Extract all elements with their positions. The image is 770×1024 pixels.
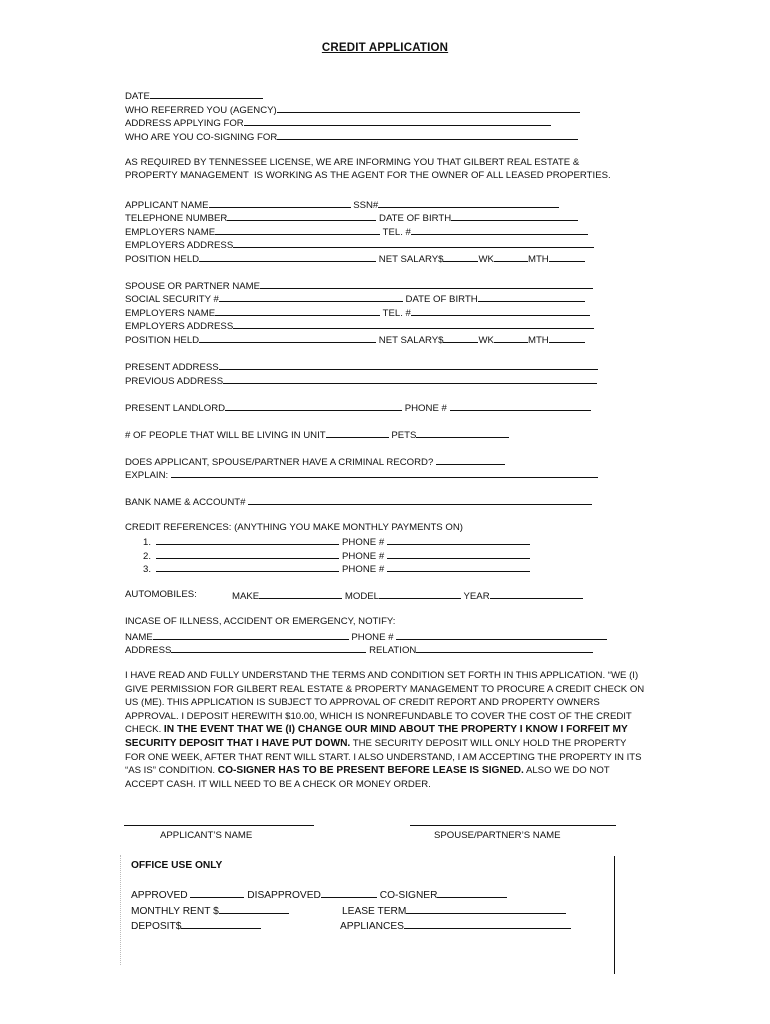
landlord-phone-label: PHONE # bbox=[404, 403, 447, 414]
cosigning-label: WHO ARE YOU CO-SIGNING FOR bbox=[125, 132, 278, 143]
applicant-phone-label: TELEPHONE NUMBER bbox=[125, 213, 228, 224]
appliances-label: APPLIANCES bbox=[340, 921, 404, 932]
lease-term-row bbox=[342, 904, 566, 918]
previous-address-row bbox=[125, 374, 597, 388]
criminal-question: DOES APPLICANT, SPOUSE/PARTNER HAVE A CRIMINAL RECORD? bbox=[125, 457, 434, 468]
reference-3-field[interactable] bbox=[156, 562, 339, 572]
form-title: CREDIT APPLICATION bbox=[321, 42, 449, 54]
office-approval-row bbox=[131, 888, 507, 902]
date-label: DATE bbox=[125, 91, 150, 102]
emergency-heading: INCASE OF ILLNESS, ACCIDENT OR EMERGENCY, NOTIFY: bbox=[125, 616, 396, 627]
spouse-employer-label: EMPLOYERS NAME bbox=[125, 308, 216, 319]
emergency-phone-label: PHONE # bbox=[351, 632, 394, 643]
reference-1-phone-field[interactable] bbox=[387, 535, 530, 545]
criminal-answer-field[interactable] bbox=[436, 455, 505, 465]
relation-field[interactable] bbox=[416, 643, 593, 653]
terms-bold-forfeit: IN THE EVENT THAT WE (I) CHANGE OUR MIND ABOUT THE PROPERTY I KNOW I FORFEIT MY SECURITY DEPOSIT THAT I HAVE PUT DOWN. bbox=[125, 724, 628, 749]
terms-text-2: THE SECURITY DEPOSIT WILL ONLY HOLD THE PROPERTY FOR ONE WEEK, AFTER THAT RENT WILL START. I ALSO UNDERSTAND, I AM ACCEPTING THE PROPERTY IN ITS “AS IS” CONDITION. bbox=[125, 737, 642, 777]
relation-label: RELATION bbox=[369, 645, 417, 656]
reference-number: 3. bbox=[143, 564, 152, 575]
deposit-field[interactable] bbox=[181, 919, 261, 929]
notice-line-2: PROPERTY MANAGEMENT IS WORKING AS THE AGENT FOR THE OWNER OF ALL LEASED PROPERTIES. bbox=[125, 170, 611, 181]
address-applying-row bbox=[125, 116, 551, 130]
spouse-dob-field[interactable] bbox=[478, 292, 585, 302]
date-field[interactable] bbox=[150, 89, 263, 99]
terms-text-3: ALSO WE DO NOT ACCEPT CASH. IT WILL NEED TO BE A CHECK OR MONEY ORDER. bbox=[125, 765, 610, 790]
cosigner-label: CO-SIGNER bbox=[376, 890, 438, 901]
autos-row bbox=[232, 589, 583, 603]
reference-number: 1. bbox=[143, 537, 152, 548]
applicant-phone-field[interactable] bbox=[227, 211, 376, 221]
reference-2-field[interactable] bbox=[156, 549, 339, 559]
spouse-employer-field[interactable] bbox=[215, 306, 380, 316]
explain-label: EXPLAIN: bbox=[125, 470, 169, 481]
present-address-row bbox=[125, 360, 598, 374]
terms-paragraph bbox=[125, 669, 645, 791]
spouse-ssn-label: SOCIAL SECURITY # bbox=[125, 294, 219, 305]
applicant-signature-line[interactable] bbox=[124, 825, 314, 826]
spouse-employer-address-row bbox=[125, 319, 594, 333]
present-address-field[interactable] bbox=[219, 360, 598, 370]
spouse-position-field[interactable] bbox=[199, 333, 376, 343]
bank-field[interactable] bbox=[248, 495, 592, 505]
lease-term-label: LEASE TERM bbox=[342, 906, 407, 917]
monthly-rent-label: MONTHLY RENT $ bbox=[131, 906, 219, 917]
occupants-field[interactable] bbox=[326, 428, 389, 438]
applicant-signature-label: APPLICANT’S NAME bbox=[160, 830, 253, 841]
appliances-row bbox=[340, 919, 571, 933]
emergency-name-row bbox=[125, 630, 607, 644]
reference-row-1 bbox=[143, 535, 530, 549]
reference-phone-label: PHONE # bbox=[342, 537, 385, 548]
landlord-field[interactable] bbox=[225, 401, 402, 411]
applicant-dob-field[interactable] bbox=[451, 211, 578, 221]
model-label: MODEL bbox=[344, 591, 379, 602]
spouse-name-row bbox=[125, 279, 593, 293]
year-field[interactable] bbox=[490, 589, 583, 599]
landlord-label: PRESENT LANDLORD bbox=[125, 403, 226, 414]
spouse-ssn-row bbox=[125, 292, 585, 306]
spouse-wk-field[interactable] bbox=[494, 333, 528, 343]
terms-text-1: I HAVE READ AND FULLY UNDERSTAND THE TERMS AND CONDITION SET FORTH IN THIS APPLICATION. “WE (I) GIVE PERMISSION FOR GILBERT REAL ESTATE & PROPERTY MANAGEMENT TO PROCURE A CREDIT CHECK ON US (ME). THIS APPLICATION IS SUBJECT TO APPROVAL OF CREDIT REPORT AND PROPERTY OWNERS APPROVAL. I DEPOSIT HEREWITH $10.00, WHICH IS NONREFUNDABLE TO COVER THE COST OF THE CREDIT CHECK. bbox=[125, 670, 645, 736]
present-address-label: PRESENT ADDRESS bbox=[125, 362, 219, 373]
applicant-name-label: APPLICANT NAME bbox=[125, 200, 209, 211]
cosigning-field[interactable] bbox=[277, 130, 578, 140]
applicant-wk-label: WK bbox=[478, 254, 494, 265]
spouse-ssn-field[interactable] bbox=[219, 292, 403, 302]
applicant-position-row bbox=[125, 252, 585, 266]
appliances-field[interactable] bbox=[404, 919, 571, 929]
landlord-phone-field[interactable] bbox=[450, 401, 591, 411]
applicant-mth-field[interactable] bbox=[549, 252, 585, 262]
spouse-employer-address-field[interactable] bbox=[233, 319, 594, 329]
spouse-name-field[interactable] bbox=[260, 279, 593, 289]
approved-field[interactable] bbox=[190, 888, 244, 898]
applicant-employer-row bbox=[125, 225, 588, 239]
lease-term-field[interactable] bbox=[406, 904, 566, 914]
applicant-name-row bbox=[125, 198, 559, 212]
reference-3-phone-field[interactable] bbox=[387, 562, 530, 572]
disapproved-label: DISAPPROVED bbox=[244, 890, 321, 901]
emergency-phone-field[interactable] bbox=[396, 630, 607, 640]
reference-row-2 bbox=[143, 549, 530, 563]
spouse-signature-label: SPOUSE/PARTNER’S NAME bbox=[434, 830, 561, 841]
occupants-label: # OF PEOPLE THAT WILL BE LIVING IN UNIT bbox=[125, 430, 326, 441]
emergency-address-label: ADDRESS bbox=[125, 645, 172, 656]
reference-phone-label: PHONE # bbox=[342, 551, 385, 562]
spouse-mth-label: MTH bbox=[527, 335, 549, 346]
explain-field[interactable] bbox=[171, 468, 598, 478]
spouse-name-label: SPOUSE OR PARTNER NAME bbox=[125, 281, 261, 292]
occupants-row bbox=[125, 428, 509, 442]
office-left-rule bbox=[120, 855, 121, 965]
emergency-address-field[interactable] bbox=[171, 643, 366, 653]
criminal-row bbox=[125, 455, 505, 469]
notice-line-1: AS REQUIRED BY TENNESSEE LICENSE, WE ARE INFORMING YOU THAT GILBERT REAL ESTATE & bbox=[125, 157, 580, 168]
spouse-position-row bbox=[125, 333, 585, 347]
spouse-salary-field[interactable] bbox=[443, 333, 478, 343]
terms-bold-cosigner: CO-SIGNER HAS TO BE PRESENT BEFORE LEASE IS SIGNED. bbox=[217, 765, 524, 777]
spouse-signature-line[interactable] bbox=[410, 825, 616, 826]
applicant-dob-label: DATE OF BIRTH bbox=[379, 213, 452, 224]
applicant-name-field[interactable] bbox=[209, 198, 351, 208]
office-heading: OFFICE USE ONLY bbox=[131, 860, 223, 871]
emergency-name-label: NAME bbox=[125, 632, 153, 643]
referred-row bbox=[125, 103, 580, 117]
monthly-rent-field[interactable] bbox=[219, 904, 289, 914]
applicant-wk-field[interactable] bbox=[494, 252, 528, 262]
spouse-mth-field[interactable] bbox=[549, 333, 585, 343]
spouse-position-label: POSITION HELD bbox=[125, 335, 200, 346]
spouse-employer-row bbox=[125, 306, 590, 320]
landlord-row bbox=[125, 401, 591, 415]
reference-number: 2. bbox=[143, 551, 152, 562]
applicant-employer-label: EMPLOYERS NAME bbox=[125, 227, 216, 238]
office-right-rule bbox=[614, 856, 615, 974]
deposit-row bbox=[131, 919, 261, 933]
approved-label: APPROVED bbox=[131, 890, 191, 901]
applicant-salary-field[interactable] bbox=[443, 252, 478, 262]
applicant-tel-field[interactable] bbox=[411, 225, 588, 235]
previous-address-label: PREVIOUS ADDRESS bbox=[125, 376, 224, 387]
spouse-tel-label: TEL. # bbox=[382, 308, 411, 319]
year-label: YEAR bbox=[463, 591, 490, 602]
deposit-label: DEPOSIT$ bbox=[131, 921, 182, 932]
referred-field[interactable] bbox=[277, 103, 580, 113]
make-label: MAKE bbox=[232, 591, 260, 602]
disapproved-field[interactable] bbox=[321, 888, 377, 898]
emergency-name-field[interactable] bbox=[153, 630, 349, 640]
applicant-ssn-label: SSN# bbox=[353, 200, 379, 211]
reference-1-field[interactable] bbox=[156, 535, 339, 545]
applicant-employer-address-label: EMPLOYERS ADDRESS bbox=[125, 240, 234, 251]
pets-label: PETS bbox=[391, 430, 417, 441]
cosigning-row bbox=[125, 130, 578, 144]
applicant-tel-label: TEL. # bbox=[382, 227, 411, 238]
address-applying-field[interactable] bbox=[244, 116, 551, 126]
address-applying-label: ADDRESS APPLYING FOR bbox=[125, 118, 244, 129]
referred-label: WHO REFERRED YOU (AGENCY) bbox=[125, 105, 277, 116]
explain-row bbox=[125, 468, 598, 482]
pets-field[interactable] bbox=[416, 428, 509, 438]
spouse-wk-label: WK bbox=[478, 335, 494, 346]
spouse-salary-label: NET SALARY$ bbox=[378, 335, 444, 346]
applicant-position-label: POSITION HELD bbox=[125, 254, 200, 265]
applicant-employer-address-row bbox=[125, 238, 594, 252]
bank-label: BANK NAME & ACCOUNT# bbox=[125, 497, 246, 508]
spouse-tel-field[interactable] bbox=[411, 306, 590, 316]
make-field[interactable] bbox=[259, 589, 342, 599]
reference-row-3 bbox=[143, 562, 530, 576]
bank-row bbox=[125, 495, 592, 509]
applicant-employer-field[interactable] bbox=[215, 225, 380, 235]
applicant-mth-label: MTH bbox=[527, 254, 549, 265]
applicant-position-field[interactable] bbox=[199, 252, 376, 262]
autos-label: AUTOMOBILES: bbox=[125, 589, 197, 600]
applicant-phone-row bbox=[125, 211, 578, 225]
references-heading: CREDIT REFERENCES: (ANYTHING YOU MAKE MONTHLY PAYMENTS ON) bbox=[125, 522, 463, 533]
emergency-address-row bbox=[125, 643, 593, 657]
applicant-salary-label: NET SALARY$ bbox=[378, 254, 444, 265]
applicant-ssn-field[interactable] bbox=[378, 198, 559, 208]
reference-2-phone-field[interactable] bbox=[387, 549, 530, 559]
cosigner-field[interactable] bbox=[437, 888, 507, 898]
model-field[interactable] bbox=[379, 589, 461, 599]
applicant-employer-address-field[interactable] bbox=[233, 238, 594, 248]
date-row bbox=[125, 89, 263, 103]
monthly-rent-row bbox=[131, 904, 289, 918]
spouse-dob-label: DATE OF BIRTH bbox=[405, 294, 478, 305]
previous-address-field[interactable] bbox=[223, 374, 597, 384]
spouse-employer-address-label: EMPLOYERS ADDRESS bbox=[125, 321, 234, 332]
reference-phone-label: PHONE # bbox=[342, 564, 385, 575]
